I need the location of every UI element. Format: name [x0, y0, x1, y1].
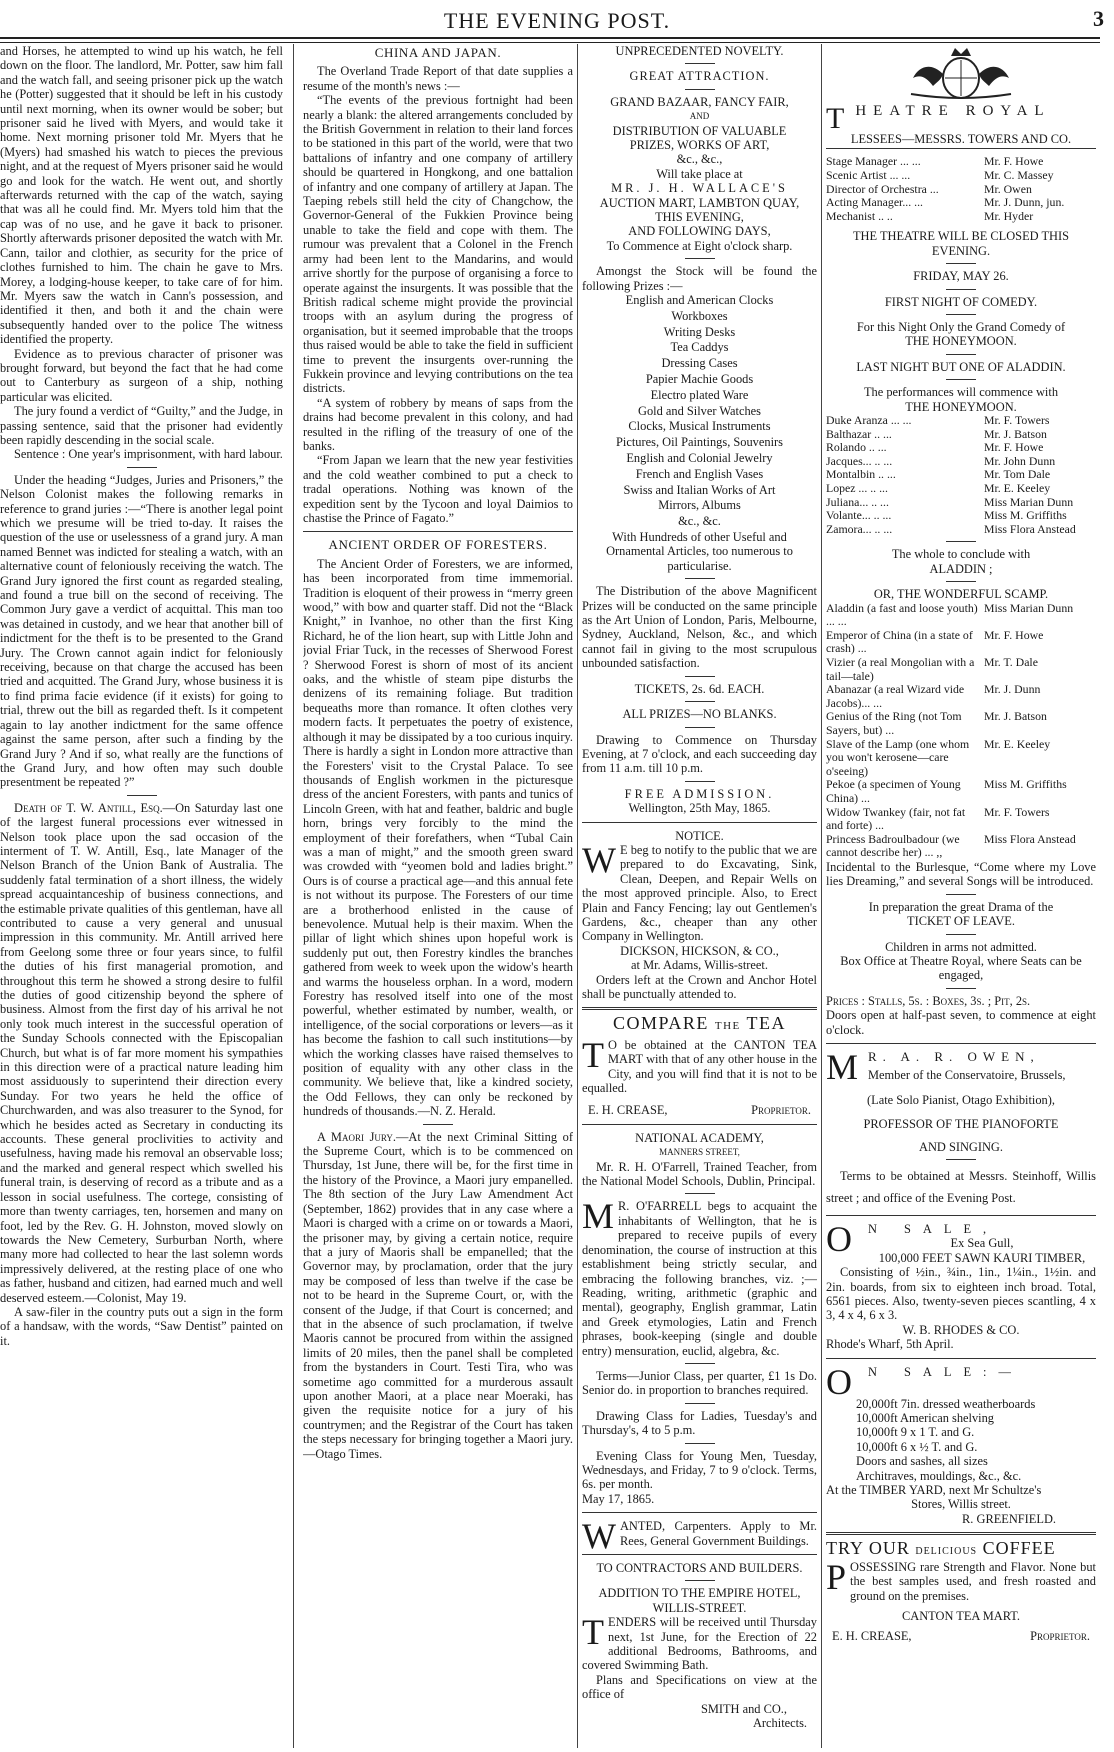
- advert-heading: N SALE:—: [868, 1364, 1023, 1379]
- separator: [685, 727, 715, 728]
- cast-actor: Mr. F. Towers: [984, 804, 1050, 819]
- cast-role: Balthazar .. ...: [826, 426, 892, 441]
- advert-line: In preparation the great Drama of the: [868, 899, 1054, 914]
- advert-line: AND FOLLOWING DAYS,: [628, 224, 771, 239]
- advert-text: Member of the Conservatoire, Brussels,: [868, 1068, 1066, 1083]
- list-item: Papier Machie Goods: [645, 372, 754, 387]
- separator: [946, 988, 976, 989]
- advert-heading: DELICIOUS: [915, 1546, 978, 1558]
- list-item: English and Colonial Jewelry: [626, 451, 773, 466]
- cast-actor: Miss M. Griffiths: [984, 777, 1067, 792]
- separator: [582, 1124, 817, 1125]
- staff-role: Stage Manager ... ...: [826, 154, 921, 169]
- list-item: Doors and sashes, all sizes: [856, 1454, 988, 1469]
- separator: [685, 676, 715, 677]
- drop-cap: M: [826, 1046, 865, 1087]
- advert-line: To Commence at Eight o'clock sharp.: [606, 238, 793, 253]
- advert-line: CANTON TEA MART.: [901, 1608, 1020, 1623]
- advert-text: E beg to notify to the public that we are prepared to do Excavating, Sink, Clean, Deepen, and Repair Wells on the most approved principle. Also, to Erect Plain and Fancy Fencing; lay out Gentlemen's Gardens, &c., cheaper than any other Company in Wellington.: [582, 842, 817, 944]
- advert-text: Incidental to the Burlesque, “Come where my Love lies Dreaming,” and several Songs will be introduced.: [826, 859, 1096, 889]
- staff-role: Director of Orchestra ...: [826, 181, 939, 196]
- drop-cap: P: [826, 1556, 847, 1597]
- advert-line: E. H. CREASE,: [588, 1103, 668, 1118]
- cast-role: Duke Aranza ... ...: [826, 413, 912, 428]
- drop-cap: M: [582, 1196, 615, 1237]
- advert-line: DICKSON, HICKSON, & CO.,: [620, 943, 779, 958]
- staff-name: Mr. J. Dunn, jun.: [984, 195, 1065, 210]
- article-paragraph: “The events of the previous fortnight had been nearly a blank: the altered arrangements concluded by the British Government in relation to their land forces to be stationed in this part of the world, were that two battalions of infantry and one company of artillery should be quartered in Hongkong, and one battalion of infantry and one company of artillery at Japan. The Taeping rebels still held the city of Changchow, the Governor-General of the Fukkien Province being unable to take the field and cope with them. The rumour was prevalent that a Colonel in the French army had been lent to the Mandarins, and would arrive shortly for the purpose of organising a force to operate against the insurgents. It was possible that the British radical scheme might provide the provincial troops with an asylum during the progress of organisation, but it seemed improbable that the troops thus raised would be able to take the field in sufficient time to prevent the insurgents over-running the Fukkein province and levying contributions on the tea districts.: [303, 93, 573, 396]
- wanted-advert: [582, 1516, 817, 1557]
- advert-text: Amongst the Stock will be found the following Prizes :—: [582, 264, 817, 293]
- advert-text: Mr. R. H. O'Farrell, Trained Teacher, from the National Model Schools, Dublin, Principal.: [582, 1159, 817, 1189]
- advert-heading: COFFEE: [982, 1538, 1056, 1559]
- advert-line: DISTRIBUTION OF VALUABLE: [612, 123, 787, 138]
- advert-line: FREE ADMISSION.: [624, 786, 775, 801]
- advert-text: The Distribution of the above Magnificent Prizes will be conducted on the same principle as the Art Union of London, Paris, Melbourne, Sydney, Auckland, Nelson, &c., and which cannot fail in giving to the most scrupulous unbounded satisfaction.: [582, 584, 817, 671]
- advert-line: TICKETS, 2s. 6d. EACH.: [634, 681, 765, 696]
- advert-heading: TO CONTRACTORS AND BUILDERS.: [596, 1561, 803, 1576]
- separator: [946, 1159, 976, 1160]
- cast-role: Aladdin (a fast and loose youth) ... ...: [826, 600, 978, 629]
- maori-jury-article: [303, 1130, 573, 1461]
- advert-line: SMITH and CO.,: [700, 1701, 787, 1716]
- advert-line: THE HONEYMOON.: [905, 399, 1017, 414]
- cast-actor: Miss Flora Anstead: [984, 521, 1076, 536]
- advert-line: For this Night Only the Grand Comedy of: [856, 320, 1066, 334]
- antill-obituary: [0, 801, 283, 1305]
- cast-role: Jacques... .. ...: [826, 453, 893, 468]
- advert-line: W. B. RHODES & CO.: [902, 1322, 1020, 1337]
- advert-line: (Late Solo Pianist, Otago Exhibition),: [867, 1092, 1055, 1107]
- advert-line: LESSEES—MESSRS. TOWERS AND CO.: [826, 132, 1096, 149]
- cast-actor: Mr. F. Towers: [984, 413, 1050, 428]
- list-item: Tea Caddys: [670, 340, 729, 355]
- advert-line: FRIDAY, MAY 26.: [913, 269, 1009, 284]
- royal-crest-icon: [891, 44, 1031, 100]
- academy-advert: [582, 1131, 817, 1506]
- staff-name: Mr. C. Massey: [984, 168, 1054, 182]
- advert-text: Plans and Specifications on view at the office of: [582, 1672, 817, 1702]
- separator: [685, 63, 715, 64]
- list-item: Mirrors, Albums: [658, 498, 741, 513]
- advert-line: ALADDIN ;: [929, 561, 993, 576]
- drop-cap: T: [582, 1034, 604, 1075]
- article-lead: A Maori Jury.: [317, 1129, 397, 1144]
- advert-line: Architects.: [752, 1716, 807, 1731]
- tea-advert: [582, 1013, 817, 1118]
- advert-line: Stores, Willis street.: [911, 1497, 1011, 1512]
- separator: [685, 1403, 715, 1404]
- advert-line: E. H. CREASE,: [832, 1629, 912, 1644]
- greenfield-sale-advert: [826, 1361, 1096, 1527]
- advert-line: Wellington, 25th May, 1865.: [628, 801, 771, 816]
- cast-actor: Miss Flora Anstead: [984, 831, 1076, 846]
- column-1: [0, 44, 283, 1752]
- staff-role: Mechanist .. ..: [826, 208, 893, 223]
- coffee-advert: [826, 1538, 1096, 1644]
- separator: [946, 263, 976, 264]
- advert-text: Evening Class for Young Men, Tuesday, Wednesdays, and Friday, 7 to 9 o'clock. Terms, 6s. per month.: [582, 1448, 817, 1492]
- article-lead: Death of T. W. Antill, Esq.: [14, 800, 163, 815]
- column-4: [826, 44, 1096, 1752]
- advert-text: O be obtained at the CANTON TEA MART with that of any other house in the City, and you will find that it is not to be equalled.: [582, 1037, 817, 1096]
- advert-heading: TEA: [746, 1013, 786, 1034]
- staff-role: Scenic Artist ... ...: [826, 168, 911, 182]
- cast-actor: Miss Marian Dunn: [984, 494, 1074, 509]
- cast-role: Volante... .. ...: [826, 508, 892, 523]
- advert-line: FIRST NIGHT OF COMEDY.: [884, 294, 1038, 309]
- saw-filer-paragraph: A saw-filer in the country puts out a sign in the form of a handsaw, with the words, “Saw Dentist” painted on it.: [0, 1304, 283, 1348]
- cast-role: Juliana... .. ...: [826, 494, 889, 509]
- separator: [423, 1124, 453, 1125]
- separator: [582, 1554, 817, 1555]
- article-body: —On Saturday last one of the largest funeral processions ever witnessed in Nelson took place upon the sad occasion of the interment of T. W. Antill, Esq., late Manager of the Nelson Branch of the Union Bank of Australia. The suddenly fatal termination of a short illness, the widely spread acquaintanceship of business connections, and the estimable private qualities of this gentleman, have all contributed to cause a very general and unusual impression in this community. Mr. Antill arrived here from Geelong some three or four years since, to fulfil the duties of his first managerial promotion, and throughout this term he showed a strong desire to fulfil the duties of good citizenship beyond the sphere of business. Almost from the first day of his arrival he not only took much interest in the successful operation of the Sunday Schools connected with the Episcopalian Church, but what is of far more moment his sympathies in this direction were of a practical nature leading him most assiduously to superintend their direction every Sunday. For two years he held the office of Churchwarden, and was also treasurer to the Synod, for which he besides acted as Secretary in conducting its accounts. These general proclivities to activity and usefulness, having made his removal an observable loss; and the marked and general respect which swelled his funeral train, is deserving of record as a tribute and as a lesson in social usefulness. The cortege, consisting of more than twenty carriages, ten, horsemen and many on foot, led by the Rev. G. H. Johnston, moved slowly on towards the New Cemetery, Surburban North, where many more had collected to hear the last solemn words impressively delivered, at the resting place of one who as father, husband and citizen, had earned much and well deserved esteem.—Colonist, May 19.: [0, 800, 283, 1305]
- separator: [826, 1358, 1096, 1359]
- list-item: Gold and Silver Watches: [638, 403, 761, 418]
- advert-heading: THE: [714, 1020, 741, 1033]
- advert-line: LAST NIGHT BUT ONE OF ALADDIN.: [856, 359, 1066, 374]
- advert-line: THIS EVENING,: [655, 210, 744, 225]
- advert-line: Rhode's Wharf, 5th April.: [826, 1337, 954, 1352]
- advert-line: At the TIMBER YARD, next Mr Schultze's: [826, 1483, 1042, 1498]
- cast-role: Rolando .. ...: [826, 440, 887, 455]
- advert-line: Proprietor.: [751, 1103, 811, 1118]
- advert-line: R. GREENFIELD.: [962, 1511, 1056, 1526]
- separator: [685, 258, 715, 259]
- drop-cap: O: [826, 1218, 864, 1259]
- list-item: &c., &c.: [678, 514, 721, 529]
- article-body: —At the next Criminal Sitting of the Supreme Court, which is to be commenced on Thursday, 1st June, there will be, for the first time in the history of the Province, a Maori jury empanelled. The 8th section of the Jury Law Amendment Act (September, 1862) provides that in any case where a Maori is charged with a crime on or towards a Maori, the prisoner may, by giving a certain notice, require that a jury of Maoris shall be empanelled; that the Governor may, by proclamation, order that the jury may be composed of less than twelve if the case be not to be heard in the Supreme Court, or, with the consent of the Judge, if that Court is concerned; and that in the absence of such proclamation, if twelve Maoris cannot be procured from within the assigned limits of 20 miles, then the panel shall be completed from the bystanders in Court. Testi Tira, who was sometime ago committed for a murderous assault upon another Maori, at a place near Moeraki, has given the requisite notice for a jury of his countrymen; and the Registrar of the Court has taken the steps necessary for bringing together a Maori jury.—Otago Times.: [303, 1129, 573, 1461]
- bazaar-advert: [582, 44, 817, 816]
- advert-text: ANTED, Carpenters. Apply to Mr. Rees, General Government Buildings.: [619, 1519, 817, 1548]
- separator: [685, 578, 715, 579]
- list-item: Swiss and Italian Works of Art: [623, 482, 776, 497]
- drop-cap: W: [582, 1516, 616, 1557]
- contractors-advert: [582, 1561, 817, 1730]
- separator: [303, 531, 573, 532]
- advert-text: Doors open at half-past seven, to commence at eight o'clock.: [826, 1008, 1096, 1037]
- advert-line: UNPRECEDENTED NOVELTY.: [615, 44, 784, 58]
- list-item: 10,000ft 6 x ½ T. and G.: [856, 1439, 978, 1454]
- advert-line: MANNERS STREET,: [659, 1147, 740, 1158]
- owen-advert: [826, 1046, 1096, 1209]
- court-report-paragraph: and Horses, he attempted to wind up his watch, he fell down on the floor. The landlord, Mr. Potter, saw him fall and the watch fall, and seeing prisoner pick up the watch he (Potter) suggested that it should be left in his custody until next morning, when its owner would be sober; but prisoner said he lived with Myers, and would take it home. Next morning prisoner told Mr. Myers that he (Myers) had smashed his watch to pieces the previous night, and at the request of Myers prisoner said he would go and look for the watch. He went out, and shortly afterwards returned with the cap of the watch, saying that was all he could find. Mr. Myers told him that the cap was of no use, and he gave it back to prisoner. Shortly afterwards prisoner deposited the watch with Mr. Cann, tailor and clothier, as security for the price of clothes furnished to him. The chain he gave to Mrs. Morey, a lodging-house keeper, to take care of for him. Mr. Myers saw the watch in Cann's possession, and identified it then, and both it and the chain were subsequently handed over to the police The witness identified the property.: [0, 44, 283, 347]
- advert-text: Prices : Stalls, 5s. : Boxes, 3s. ; Pit, 2s.: [826, 993, 1031, 1008]
- cast-actor: Mr. F. Howe: [984, 440, 1044, 455]
- advert-text: Terms—Junior Class, per quarter, £1 1s Do. Senior do. in proportion to branches required.: [582, 1368, 817, 1398]
- cast-role: Widow Twankey (fair, not fat and forte) ...: [826, 804, 966, 833]
- advert-line: Children in arms not admitted.: [885, 939, 1037, 954]
- list-item: Pictures, Oil Paintings, Souvenirs: [616, 435, 783, 450]
- advert-heading: N SALE,: [868, 1221, 999, 1236]
- column-rule: [293, 44, 294, 1748]
- cast-actor: Mr. E. Keeley: [984, 736, 1051, 751]
- list-item: Electro plated Ware: [650, 387, 749, 402]
- cast-role: Pekoe (a specimen of Young China) ...: [826, 777, 961, 805]
- advert-heading: COMPARE: [613, 1013, 709, 1034]
- advert-line: &c., &c.,: [676, 152, 723, 167]
- separator: [685, 1580, 715, 1581]
- cast-actor: Mr. J. Batson: [984, 426, 1047, 441]
- column-3: [582, 44, 817, 1752]
- drop-cap: O: [826, 1361, 864, 1402]
- advert-line: OR, THE WONDERFUL SCAMP.: [873, 587, 1049, 602]
- separator: [826, 1215, 1096, 1216]
- cast-role: Emperor of China (in a state of crash) ...: [826, 627, 973, 656]
- separator: [685, 701, 715, 702]
- cast-list: [826, 414, 1096, 536]
- separator: [127, 795, 157, 796]
- advert-line: GRAND BAZAAR, FANCY FAIR,: [610, 94, 789, 109]
- separator: [946, 379, 976, 380]
- separator: [826, 1532, 1096, 1535]
- list-item: 20,000ft 7in. dressed weatherboards: [856, 1396, 1036, 1411]
- article-paragraph: The Overland Trade Report of that date supplies a resume of the month's news :—: [303, 64, 573, 93]
- separator: [946, 894, 976, 895]
- cast-actor: Mr. J. Batson: [984, 709, 1047, 724]
- separator: [946, 934, 976, 935]
- separator: [685, 1193, 715, 1194]
- china-japan-heading: CHINA AND JAPAN.: [374, 45, 502, 60]
- drop-cap: T: [582, 1612, 604, 1653]
- advert-line: TICKET OF LEAVE.: [907, 914, 1015, 929]
- staff-name: Mr. Owen: [984, 181, 1032, 196]
- list-item: Workboxes: [671, 308, 728, 323]
- timber-sale-advert: [826, 1218, 1096, 1352]
- masthead-rule: [0, 37, 1100, 43]
- cast-actor: Mr. T. Dale: [984, 654, 1038, 669]
- advert-line: Box Office at Theatre Royal, where Seats can be engaged,: [840, 953, 1082, 983]
- list-item: Architraves, mouldings, &c., &c.: [856, 1468, 1022, 1483]
- separator: [685, 1443, 715, 1444]
- advert-heading: R. A. R. OWEN,: [868, 1048, 1040, 1064]
- staff-role: Acting Manager... ...: [826, 195, 923, 210]
- advert-text: Consisting of ½in., ¾in., 1in., 1¼in., 1½in. and 2in. boards, from six to eighteen inch broad. Total, 6561 pieces. Also, twenty-seven pieces scantling, 4 x 3, 4 x 4, 6 x 3.: [826, 1265, 1096, 1323]
- list-item: French and English Vases: [635, 466, 764, 481]
- article-paragraph: “From Japan we learn that the new year festivities and the cold weather combined to put a check to tradal operations. Nothing was known of the expedition sent by the Tycoon and loyal Daimios to chastise the Prince of Fagato.”: [303, 453, 573, 525]
- notice-advert: [582, 829, 817, 1002]
- advert-line: The whole to conclude with: [891, 547, 1031, 562]
- advert-heading: NATIONAL ACADEMY,: [635, 1130, 764, 1145]
- advert-line: May 17, 1865.: [582, 1491, 655, 1506]
- theatre-heading: HEATRE ROYAL: [855, 103, 1051, 119]
- advert-text: OSSESSING rare Strength and Flavor. None but the best samples used, and fresh roasted and ground on the premises.: [850, 1559, 1096, 1603]
- separator: [946, 354, 976, 355]
- advert-text: Drawing to Commence on Thursday Evening, at 7 o'clock, and each succeeding day from 11 a.m. till 10 p.m.: [582, 732, 817, 776]
- advert-line: Ex Sea Gull,: [950, 1236, 1014, 1251]
- foresters-heading: ANCIENT ORDER OF FORESTERS.: [328, 537, 548, 553]
- advert-line: Proprietor.: [1030, 1629, 1090, 1644]
- advert-heading: NOTICE.: [675, 828, 724, 843]
- list-item: 10,000ft 9 x 1 T. and G.: [856, 1425, 975, 1440]
- separator: [582, 822, 817, 823]
- advert-line: 100,000 FEET SAWN KAURI TIMBER,: [878, 1250, 1086, 1265]
- cast-role: Vizier (a real Mongolian with a tail—tale): [826, 654, 975, 683]
- foresters-article: The Ancient Order of Foresters, we are informed, has been incorporated from time immemorial. Tradition is eloquent of their prowess in “merry green wood,” with bow and quarter staff. Did not the “Black Knight,” in Ivanhoe, no other than the first King Richard, he of the lion heart, sup with Little John and jovial Friar Tuck, in the recesses of Sherwood Forest ? Sherwood Forest is shorn of most of its ancient oaks, and the whistle of steam pipe disturbs the denizens of its remaining foliage. But tradition bequeaths more than romance. It often clothes very modern facts. It perpetuates the poetry of existence, although it may be dissipated by a too curious inquiry. There is hardly a sight in London more attractive than the Foresters' visit to the Crystal Palace. To see thousands of English workmen in the picturesque dress of the ancient Foresters, with pants and tunics of Lincoln Green, with hat and feather, baldric and bugle horn, brings very forcibly to the mind the employment of their forefathers, when “Tubal Cain was a man of might,” and the smooth green sward was crowded with “yeomen bold and ladies bright.” Ours is of course a practical age—and this annual fete is not without its purpose. The Foresters of our time are a brotherhood enlisted in the cause of benevolence. Mutual help is their maxim. When the pillar of light which shines upon hopeful work is suddenly put out, then Forestry kindles the branches gathered from week to week upon the widow's hearth and warms the houseless orphan. In a word, modern Forestry has resolved itself into one of the most powerful, whether estimated by number, wealth, or intelligence, of the social corporations or levers—as it has become the fashion to call such institutions—by which the working classes have raised themselves to position of equality with any other class in the community. We believe that, like a kindred society, the Odd Fellows, they can only be reckoned by hundreds of thousands.—N. Z. Herald.: [303, 556, 573, 1119]
- separator: [685, 89, 715, 90]
- court-report-paragraph: Sentence : One year's imprisonment, with hard labour.: [14, 447, 283, 462]
- separator: [582, 1512, 817, 1513]
- separator: [127, 467, 157, 468]
- cast-role: Montalbin .. ...: [826, 467, 896, 482]
- advert-text: Terms to be obtained at Messrs. Steinhoff, Willis street ; and office of the Evening Post.: [826, 1168, 1096, 1205]
- cast-role: Lopez ... .. ...: [826, 481, 888, 495]
- advert-heading: TRY OUR: [826, 1538, 910, 1559]
- advert-line: ADDITION TO THE EMPIRE HOTEL, WILLIS-STREET.: [598, 1586, 801, 1615]
- cast-actor: Miss Marian Dunn: [984, 600, 1074, 615]
- advert-text: R. O'FARRELL begs to acquaint the inhabitants of Wellington, that he is prepared to receive pupils of every denomination, the course of instruction at this establishment being strictly secular, and embracing the following branches, viz. ;—Reading, writing, arithmetic (graphic and mental), geography, English grammar, Latin and Greek etymologies, Latin and French phrases, book-keeping (single and double entry) mensuration, euclid, algebra, &c.: [582, 1199, 817, 1358]
- drop-cap: W: [582, 839, 616, 880]
- list-item: 10,000ft American shelving: [856, 1411, 994, 1426]
- list-item: Dressing Cases: [661, 356, 738, 371]
- column-rule: [821, 44, 822, 1748]
- advert-line: AND SINGING.: [919, 1139, 1003, 1154]
- cast-role: Genius of the Ring (not Tom Sayers, but) ...: [826, 709, 962, 737]
- court-report-paragraph: Evidence as to previous character of prisoner was brought forward, but beyond the fact that he had come out to Canterbury as surgeon of a ship, nothing particular was elicited.: [0, 346, 283, 404]
- column-2: [303, 44, 573, 1752]
- advert-text: With Hundreds of other Useful and Ornamental Articles, too numerous to particularise.: [606, 530, 793, 573]
- grand-jury-article: Under the heading “Judges, Juries and Prisoners,” the Nelson Colonist makes the following remarks in reference to grand juries :—“There is another legal point which we presume will be tried to-day. It raises the question of the use or uselessness of a grand jury. A man named Bennet was indicted for stealing a watch, with an alternative count of feloniously receiving the watch. The Grand Jury ignored the first count as regarded stealing, and found a true bill on the second of receiving. The Common Jury gave a verdict of acquittal. This man too was detained in custody, and we hear that another bill of indictment for the theft is to be presented to the Grand Jury. The Crown cannot again indict for feloniously receiving, because on that charge the accused has been tried and acquitted. The Grand Jury, whose business it is to find prima facie evidence (if it exists) for going to trial, threw out the bill as regarded theft. Is it competent again to lay another indictment for the same offence against the same person, after such a finding by the Grand Jury ? And if so, what really are the functions of the Grand Jury, and how often may such double presentment be repeated ?”: [0, 472, 283, 790]
- cast-actor: Mr. John Dunn: [984, 453, 1056, 468]
- advert-text: ENDERS will be received until Thursday next, 1st June, for the Erection of 22 additional Bedrooms, Bathrooms, and covered Swimming Bath.: [582, 1615, 817, 1673]
- column-rule: [577, 44, 578, 1748]
- list-item: Writing Desks: [663, 324, 736, 339]
- separator: [946, 581, 976, 582]
- cast-actor: Mr. E. Keeley: [984, 481, 1051, 495]
- separator: [685, 781, 715, 782]
- advert-line: THE HONEYMOON.: [905, 334, 1017, 349]
- cast-actor: Mr. J. Dunn: [984, 682, 1041, 697]
- list-item: Clocks, Musical Instruments: [628, 419, 771, 434]
- staff-name: Mr. Hyder: [984, 208, 1034, 223]
- advert-line: The performances will commence with: [863, 385, 1059, 400]
- advert-line: AND: [689, 111, 710, 122]
- cast-role: Princess Badroulbadour (we cannot describe her) ... ,,: [826, 831, 960, 860]
- cast-actor: Miss M. Griffiths: [984, 508, 1067, 523]
- theatre-advert: [826, 104, 1096, 1037]
- cast-role: Zamora... .. ...: [826, 521, 893, 536]
- court-report-paragraph: The jury found a verdict of “Guilty,” and the Judge, in passing sentence, said that the prisoner had evidently been rapidly descending in the social scale.: [0, 404, 283, 447]
- cast-actor: Mr. F. Howe: [984, 627, 1044, 642]
- advert-line: GREAT ATTRACTION.: [629, 69, 770, 84]
- prize-list: [582, 293, 817, 530]
- separator: [685, 1363, 715, 1364]
- cast-list: [826, 602, 1096, 860]
- separator: [826, 1043, 1096, 1044]
- advert-text: Drawing Class for Ladies, Tuesday's and Thursday's, 4 to 5 p.m.: [582, 1408, 817, 1438]
- masthead: [0, 0, 1114, 36]
- staff-name: Mr. F. Howe: [984, 154, 1044, 169]
- cast-actor: Mr. Tom Dale: [984, 467, 1051, 482]
- list-item: English and American Clocks: [625, 293, 774, 308]
- separator: [946, 314, 976, 315]
- advert-line: Will take place at: [656, 166, 743, 181]
- separator: [946, 541, 976, 542]
- article-paragraph: “A system of robbery by means of saps from the drains had become prevalent in this colony, and had resulted in the rifling of the treasury of one of the banks.: [303, 395, 573, 453]
- newspaper-title: THE EVENING POST.: [443, 8, 671, 33]
- page-number: 3: [1093, 6, 1104, 31]
- separator: [946, 289, 976, 290]
- advert-text: Orders left at the Crown and Anchor Hotel shall be punctually attended to.: [582, 972, 817, 1002]
- drop-cap: T: [826, 102, 852, 135]
- advert-line: at Mr. Adams, Willis-street.: [631, 958, 768, 973]
- advert-line: THE THEATRE WILL BE CLOSED THIS EVENING.: [852, 229, 1070, 258]
- advert-line: PROFESSOR OF THE PIANOFORTE: [863, 1117, 1059, 1132]
- separator: [582, 1007, 817, 1010]
- advert-line: PRIZES, WORKS OF ART,: [629, 138, 770, 153]
- advert-line: ALL PRIZES—NO BLANKS.: [622, 707, 777, 722]
- cast-role: Slave of the Lamp (one whom you won't kerosene—care o'seeing): [826, 736, 970, 778]
- advert-line: AUCTION MART, LAMBTON QUAY,: [599, 195, 800, 210]
- cast-role: Abanazar (a real Wizard vide Jacobs)... ...: [826, 682, 965, 710]
- advert-line: MR. J. H. WALLACE'S: [611, 181, 788, 196]
